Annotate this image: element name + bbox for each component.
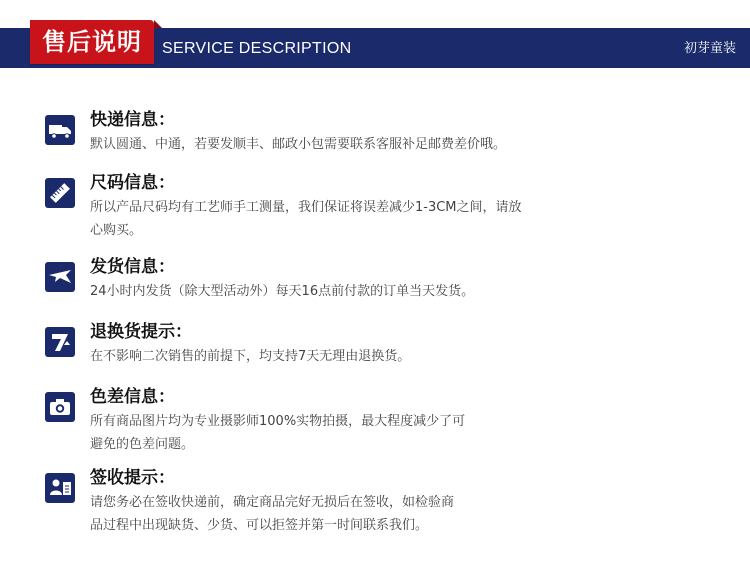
section-text	[90, 280, 610, 303]
section-heading: 签收提示：	[90, 468, 175, 488]
text-line: 所有商品图片均为专业摄影师100%实物拍摄，最大程度减少了可	[90, 414, 466, 429]
airplane-icon	[45, 262, 75, 292]
section-color-info	[45, 385, 685, 455]
section-delivery-info	[45, 108, 685, 158]
page-subtitle-en: SERVICE DESCRIPTION	[162, 40, 352, 57]
section-size-info	[45, 171, 685, 241]
section-text	[90, 410, 610, 456]
section-heading: 色差信息：	[90, 387, 175, 407]
section-heading: 尺码信息：	[90, 173, 175, 193]
section-text	[90, 133, 610, 156]
text-line: 心购买。	[90, 223, 143, 238]
section-heading: 退换货提示：	[90, 322, 192, 342]
section-sign-tips	[45, 466, 685, 536]
camera-icon	[45, 392, 75, 422]
text-line: 避免的色差问题。	[90, 437, 195, 452]
section-shipping-info	[45, 255, 685, 305]
sign-receipt-icon	[45, 473, 75, 503]
text-line: 24小时内发货（除大型活动外）每天16点前付款的订单当天发货。	[90, 284, 475, 299]
brand-name: 初芽童装	[683, 41, 736, 56]
page-title: 售后说明	[30, 20, 154, 64]
text-line: 在不影响二次销售的前提下，均支持7天无理由退换货。	[90, 349, 411, 364]
text-line: 品过程中出现缺货、少货、可以拒签并第一时间联系我们。	[90, 518, 429, 533]
text-line: 默认圆通、中通，若要发顺丰、邮政小包需要联系客服补足邮费差价哦。	[90, 137, 507, 152]
section-text	[90, 345, 610, 368]
ruler-icon	[45, 178, 75, 208]
text-line: 请您务必在签收快递前，确定商品完好无损后在签收，如检验商	[90, 495, 455, 510]
section-return-tips	[45, 320, 685, 370]
section-text	[90, 196, 610, 242]
seven-day-return-icon	[45, 327, 75, 357]
delivery-truck-icon	[45, 115, 75, 145]
section-heading: 快递信息：	[90, 110, 175, 130]
text-line: 所以产品尺码均有工艺师手工测量，我们保证将误差减少1-3CM之间，请放	[90, 200, 522, 215]
section-text	[90, 491, 610, 537]
section-heading: 发货信息：	[90, 257, 175, 277]
